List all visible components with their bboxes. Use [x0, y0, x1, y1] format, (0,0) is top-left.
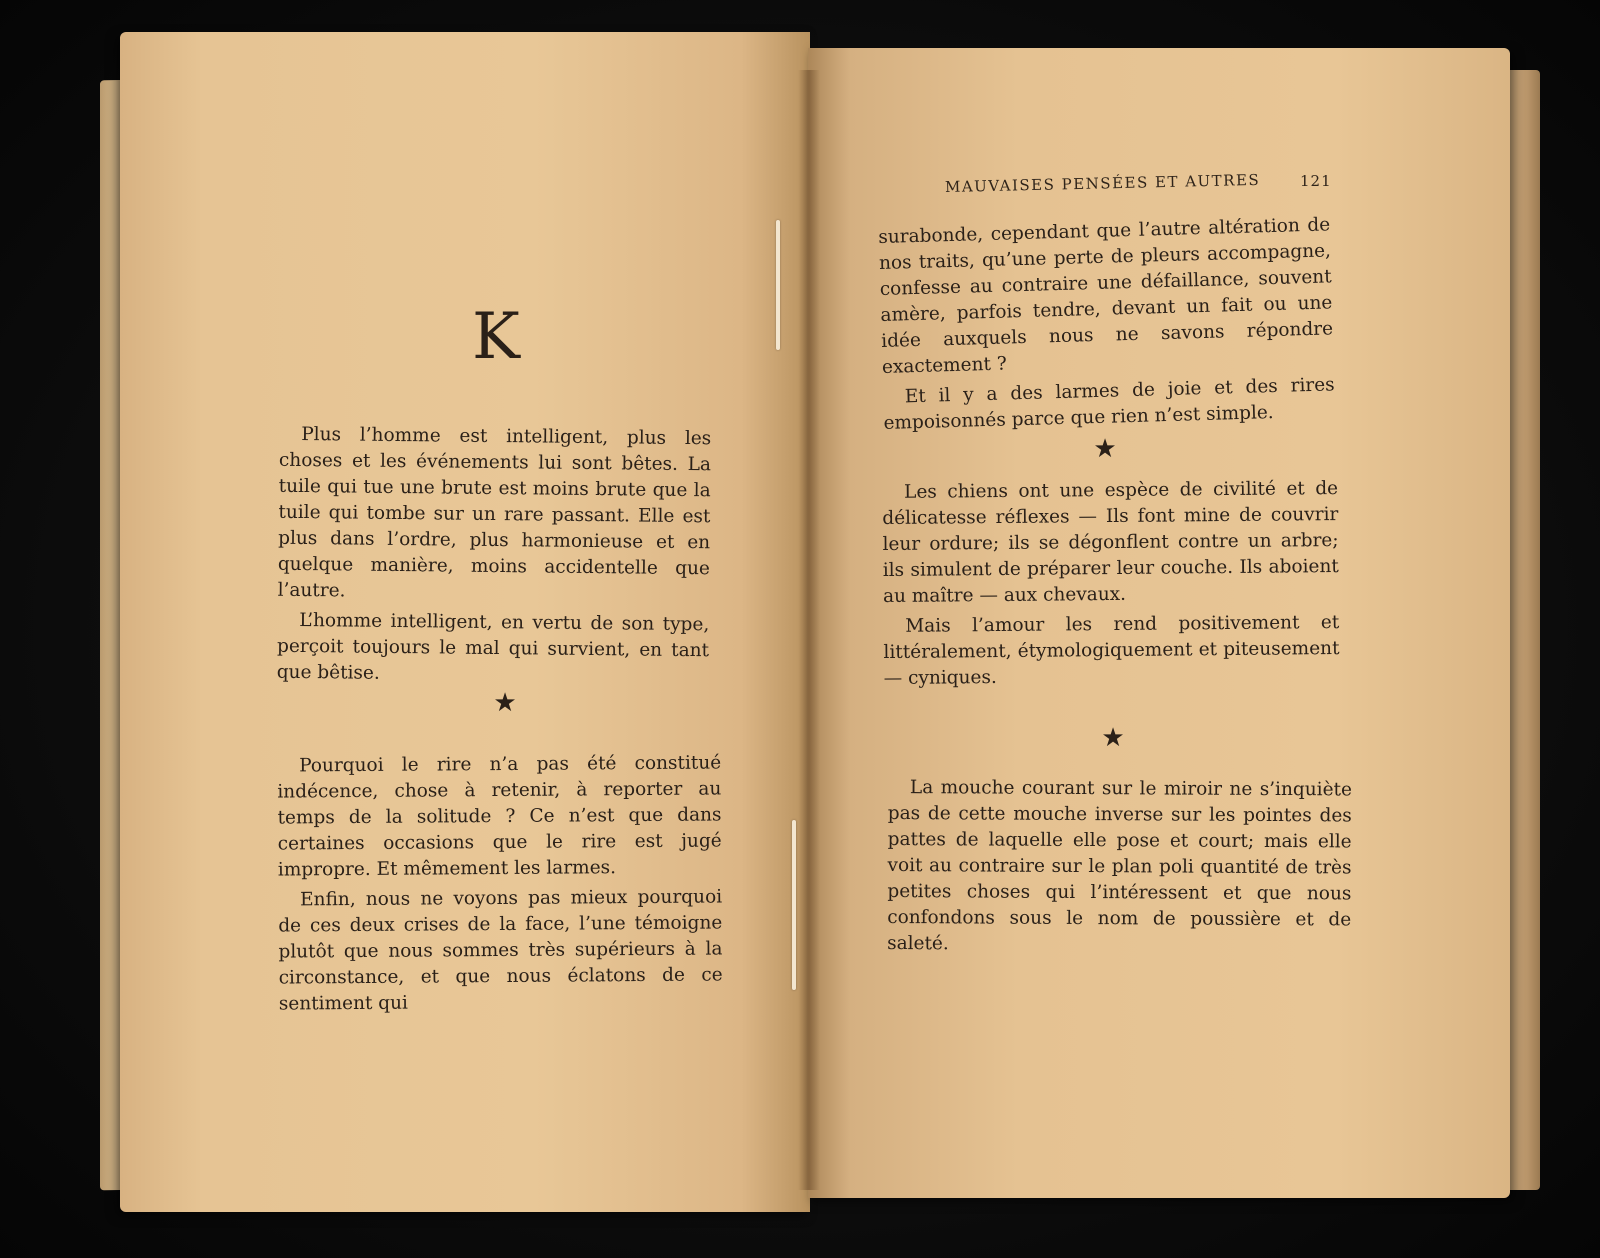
book-gutter — [798, 70, 820, 1190]
right-text-block-1 — [878, 212, 1336, 437]
left-paragraph-4: Enfin, nous ne voyons pas mieux pourquoi de ces deux crises de la face, l’une témoigne plutôt que nous sommes très supérieurs à la circonstance, et que nous éclatons de ce sentiment qui — [278, 886, 723, 1015]
right-paragraph-3: Les chiens ont une espèce de civilité et de délicatesse réflexes — Ils font mine de couvrir leur ordure; ils se dégonflent contre un arbre; ils simulent de préparer leur couche. Ils aboient au maître — aux chevaux. — [882, 478, 1339, 607]
right-paragraph-5: La mouche courant sur le miroir ne s’inquiète pas de cette mouche inverse sur les pointes des pattes de laquelle elle pose et court; mais elle voit au contraire sur le plan poli quantité de très petites choses qui l’intéressent et que nous confondons sous le nom de poussière et de saleté. — [887, 777, 1352, 955]
left-text-block-2 — [277, 750, 723, 1017]
right-paragraph-1: surabonde, cependant que l’autre altération de nos traits, qu’une perte de pleurs accompagne, confesse au contraire une défaillance, souvent amère, parfois tendre, devant un fait ou une idée auxquels nous ne savons répondre exactement ? — [878, 214, 1334, 378]
page-number: 121 — [1300, 172, 1332, 190]
chapter-letter: K — [472, 300, 522, 374]
section-separator-star: ★ — [493, 688, 517, 718]
left-paragraph-2: L’homme intelligent, en vertu de son type, perçoit toujours le mal qui survient, en tant que bêtise. — [276, 609, 710, 684]
section-separator-star: ★ — [1101, 723, 1125, 753]
section-separator-star: ★ — [1093, 434, 1117, 464]
running-head: MAUVAISES PENSÉES ET AUTRES — [944, 170, 1261, 196]
right-paragraph-4: Mais l’amour les rend positivement et littéralement, étymologiquement et piteusement — cyniques. — [883, 612, 1340, 689]
left-paragraph-1: Plus l’homme est intelligent, plus les choses et les événements lui sont bêtes. La tuile qui tue une brute est moins brute que la tuile qui tombe sur un rare passant. Elle est plus dans l’ordre, plus harmonieuse et en quelque manière, moins accidentelle que l’autre. — [277, 423, 712, 602]
binding-stitch-lower — [792, 820, 796, 990]
left-paragraph-3: Pourquoi le rire n’a pas été constitué indécence, chose à retenir, à reporter au temps de la solitude ? Ce n’est que dans certaines occasions que le rire est jugé impropre. Et mêmement les larmes. — [277, 752, 722, 881]
left-text-block-1 — [277, 422, 712, 691]
right-paragraph-2: Et il y a des larmes de joie et des rires empoisonnés parce que rien n’est simple. — [883, 374, 1335, 434]
right-page-edges — [1510, 70, 1540, 1190]
right-text-block-2 — [882, 476, 1340, 692]
right-text-block-3 — [887, 775, 1352, 959]
binding-stitch-upper — [776, 220, 780, 350]
